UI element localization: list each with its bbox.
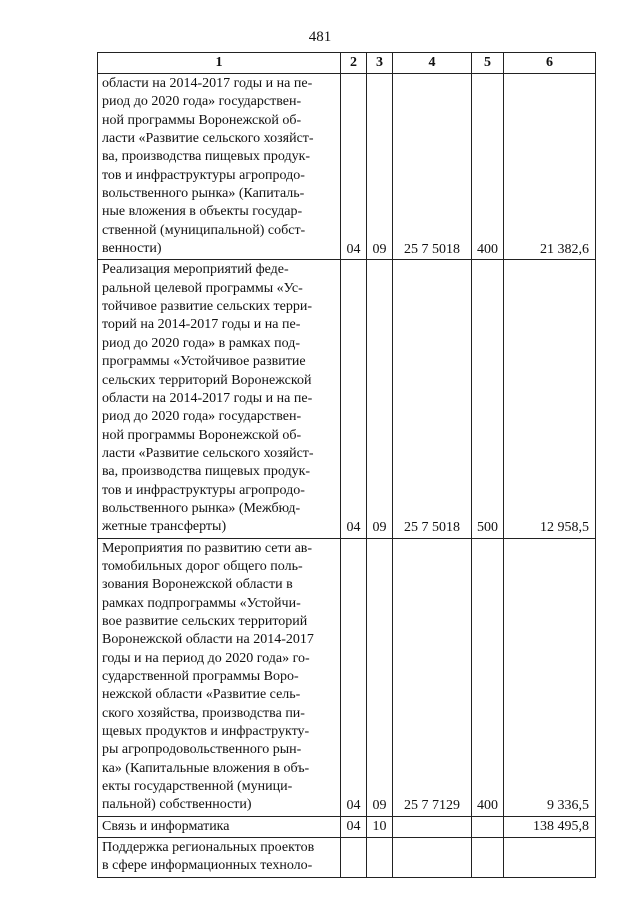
description-line: в сфере информационных техноло- (102, 858, 313, 874)
description-line: вольственного рынка» (Капиталь- (102, 186, 305, 202)
row-description (98, 838, 341, 878)
description-line: щевых продуктов и инфраструкту- (102, 724, 310, 740)
section-code (341, 838, 367, 878)
amount-value: 138 495,8 (504, 816, 596, 837)
description-line: программы «Устойчивое развитие (102, 354, 306, 370)
description-line: вое развитие сельских территорий (102, 613, 308, 629)
row-description (98, 74, 341, 260)
table-row (98, 538, 596, 816)
description-line: ные вложения в объекты государ- (102, 204, 303, 220)
description-line: ной программы Воронежской об- (102, 427, 302, 443)
description-line: ласти «Развитие сельского хозяйст- (102, 131, 314, 147)
column-header-amount: 6 (504, 53, 596, 74)
description-line: тов и инфраструктуры агропродо- (102, 167, 305, 183)
description-line: вольственного рынка» (Межбюд- (102, 500, 301, 516)
description-line: ральной целевой программы «Ус- (102, 280, 303, 296)
description-line: томобильных дорог общего поль- (102, 558, 303, 574)
section-code: 04 (341, 538, 367, 816)
row-description (98, 538, 341, 816)
column-header-description: 1 (98, 53, 341, 74)
description-line: ва, производства пищевых продук- (102, 464, 311, 480)
expense-type-code (472, 838, 504, 878)
table-row (98, 260, 596, 538)
expense-type-code (472, 816, 504, 837)
description-line: ственной (муниципальной) собст- (102, 222, 306, 238)
page-number: 481 (308, 29, 332, 45)
expense-type-code: 500 (472, 260, 504, 538)
description-line: тойчивое развитие сельских терри- (102, 299, 312, 315)
section-code: 04 (341, 816, 367, 837)
target-article-code: 25 7 5018 (393, 74, 472, 260)
description-line: зования Воронежской области в (102, 577, 293, 593)
description-line: екты государственной (муници- (102, 779, 293, 795)
expense-type-code: 400 (472, 74, 504, 260)
description-line: сударственной программы Воро- (102, 669, 299, 684)
row-description (98, 816, 341, 837)
column-header-section: 2 (341, 53, 367, 74)
description-line: венности) (102, 241, 162, 257)
description-line: сельских территорий Воронежской (102, 372, 312, 388)
description-line: пальной) собственности) (102, 797, 252, 813)
description-line: ка» (Капитальные вложения в объ- (102, 760, 310, 776)
description-line: риод до 2020 года» государствен- (102, 94, 302, 110)
description-line: ского хозяйства, производства пи- (102, 705, 305, 721)
description-line: ной программы Воронежской об- (102, 112, 302, 128)
target-article-code: 25 7 5018 (393, 260, 472, 538)
description-line: Воронежской области на 2014-2017 (102, 632, 314, 648)
description-line: Реализация мероприятий феде- (102, 262, 289, 278)
description-line: торий на 2014-2017 годы и на пе- (102, 317, 301, 333)
description-line: риод до 2020 года» в рамках под- (102, 335, 301, 351)
description-line: годы и на период до 2020 года» го- (102, 650, 310, 666)
target-article-code (393, 816, 472, 837)
subsection-code: 10 (367, 816, 393, 837)
table-row (98, 74, 596, 260)
section-code: 04 (341, 260, 367, 538)
subsection-code (367, 838, 393, 878)
description-line: жетные трансферты) (102, 519, 227, 535)
target-article-code: 25 7 7129 (393, 538, 472, 816)
table-header-row (98, 53, 596, 74)
column-header-subsection: 3 (367, 53, 393, 74)
description-line: нежской области «Развитие сель- (102, 687, 301, 703)
description-line: ры агропродовольственного рын- (102, 742, 302, 758)
description-line: области на 2014-2017 годы и на пе- (102, 390, 313, 406)
row-description (98, 260, 341, 538)
target-article-code (393, 838, 472, 878)
column-header-target-article: 4 (393, 53, 472, 74)
amount-value: 12 958,5 (504, 260, 596, 538)
description-line: Поддержка региональных проектов (102, 840, 315, 856)
subsection-code: 09 (367, 538, 393, 816)
table-row (98, 838, 596, 878)
column-header-expense-type: 5 (472, 53, 504, 74)
section-code: 04 (341, 74, 367, 260)
amount-value: 21 382,6 (504, 74, 596, 260)
description-line: Связь и информатика (102, 818, 230, 834)
subsection-code: 09 (367, 260, 393, 538)
description-line: рамках подпрограммы «Устойчи- (102, 595, 301, 611)
description-line: риод до 2020 года» государствен- (102, 409, 302, 425)
amount-value (504, 838, 596, 878)
description-line: тов и инфраструктуры агропродо- (102, 482, 305, 498)
description-line: области на 2014-2017 годы и на пе- (102, 76, 313, 91)
table-row-section-total (98, 816, 596, 837)
amount-value: 9 336,5 (504, 538, 596, 816)
description-line: ва, производства пищевых продук- (102, 149, 311, 165)
subsection-code: 09 (367, 74, 393, 260)
description-line: Мероприятия по развитию сети ав- (102, 540, 313, 556)
description-line: ласти «Развитие сельского хозяйст- (102, 445, 314, 461)
expense-type-code: 400 (472, 538, 504, 816)
budget-table (97, 52, 596, 878)
